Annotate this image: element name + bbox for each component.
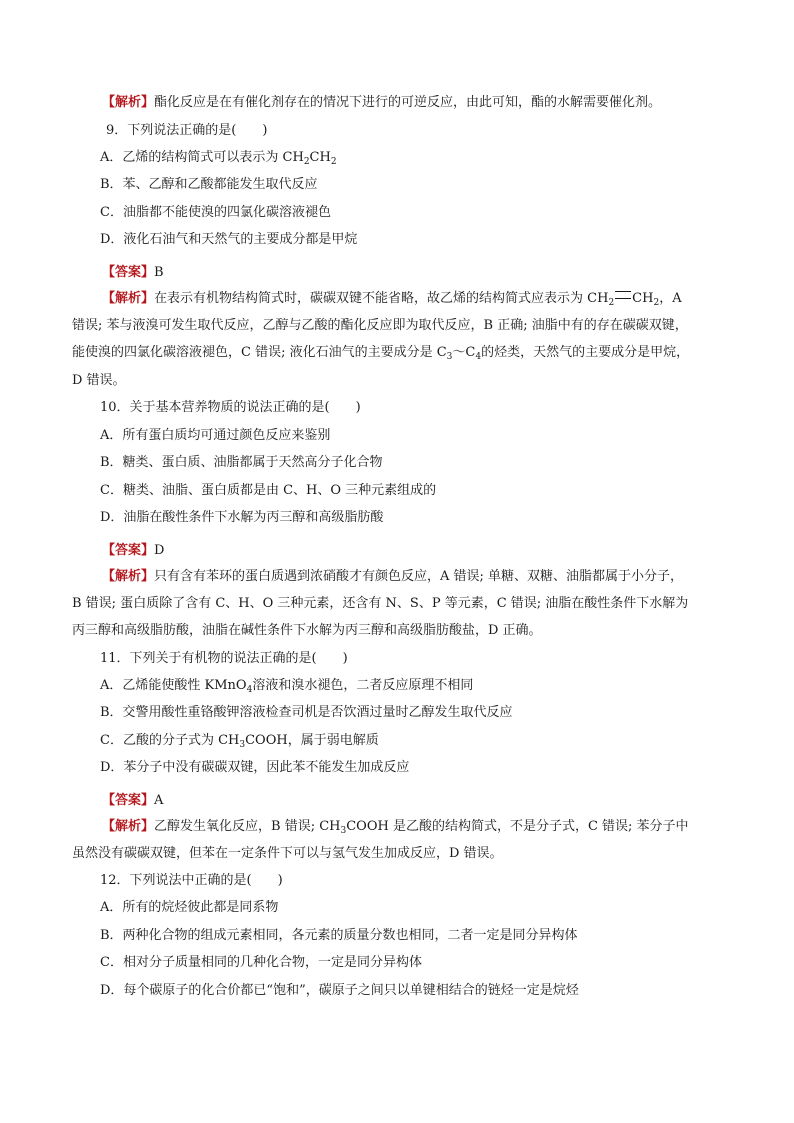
option-text: C．乙酸的分子式为 CH bbox=[100, 733, 240, 748]
q11-analysis-line-1 bbox=[102, 818, 689, 840]
q9-option-d: D．液化石油气和天然气的主要成分都是甲烷 bbox=[100, 232, 358, 247]
q11-option-b: B．交警用酸性重铬酸钾溶液检查司机是否饮酒过量时乙醇发生取代反应 bbox=[100, 705, 513, 720]
analysis-text: CH bbox=[632, 291, 654, 306]
answer-label: 【答案】 bbox=[102, 793, 155, 808]
q10-analysis-line-1 bbox=[102, 568, 683, 586]
answer-value: A bbox=[154, 793, 164, 808]
q12-option-c: C．相对分子质量相同的几种化合物，一定是同分异构体 bbox=[100, 955, 422, 970]
q9-option-a bbox=[100, 149, 337, 171]
analysis-label: 【解析】 bbox=[102, 819, 155, 834]
subscript: 3 bbox=[340, 826, 347, 836]
q11-option-d: D．苯分子中没有碳碳双键，因此苯不能发生加成反应 bbox=[100, 760, 410, 775]
answer-label: 【答案】 bbox=[102, 265, 155, 280]
analysis-label: 【解析】 bbox=[102, 95, 155, 110]
option-text: A．乙烯能使酸性 KMnO bbox=[100, 678, 247, 693]
option-text: COOH，属于弱电解质 bbox=[245, 733, 379, 748]
q9-option-b: B．苯、乙醇和乙酸都能发生取代反应 bbox=[100, 177, 318, 192]
q10-option-a: A．所有蛋白质均可通过颜色反应来鉴别 bbox=[100, 428, 331, 443]
q11-option-a bbox=[100, 677, 473, 699]
q11-analysis-line-2: 虽然没有碳碳双键，但苯在一定条件下可以与氢气发生加成反应，D 错误。 bbox=[72, 846, 503, 861]
answer-value: D bbox=[154, 543, 165, 558]
analysis-text: 的烃类，天然气的主要成分是甲烷， bbox=[481, 345, 690, 360]
q10-stem: 10．关于基本营养物质的说法正确的是( ) bbox=[100, 400, 361, 415]
subscript: 2 bbox=[330, 157, 337, 167]
q10-option-b: B．糖类、蛋白质、油脂都属于天然高分子化合物 bbox=[100, 455, 383, 470]
analysis-label: 【解析】 bbox=[102, 569, 155, 584]
analysis-label: 【解析】 bbox=[102, 291, 155, 306]
q10-option-d: D．油脂在酸性条件下水解为丙三醇和高级脂肪酸 bbox=[100, 510, 384, 525]
subscript: 2 bbox=[653, 298, 660, 308]
q9-answer bbox=[102, 264, 164, 282]
q12-option-d: D．每个碳原子的化合价都已“饱和”，碳原子之间只以单键相结合的链烃一定是烷烃 bbox=[100, 983, 579, 998]
analysis-text: 酯化反应是在有催化剂存在的情况下进行的可逆反应，由此可知，酯的水解需要催化剂。 bbox=[154, 95, 662, 110]
q11-stem: 11．下列关于有机物的说法正确的是( ) bbox=[100, 651, 348, 666]
subscript: 4 bbox=[246, 685, 253, 695]
subscript: 3 bbox=[446, 352, 453, 362]
q11-option-c bbox=[100, 732, 379, 754]
analysis-text: 只有含有苯环的蛋白质遇到浓硝酸才有颜色反应，A 错误; 单糖、双糖、油脂都属于小分子， bbox=[154, 569, 684, 584]
subscript: 4 bbox=[475, 352, 482, 362]
q9-stem: 9．下列说法正确的是( ) bbox=[106, 123, 268, 138]
analysis-text: 乙醇发生氧化反应，B 错误; CH bbox=[154, 819, 341, 834]
q9-option-c: C．油脂都不能使溴的四氯化碳溶液褪色 bbox=[100, 205, 331, 220]
analysis-text: COOH 是乙酸的结构简式，不是分子式，C 错误; 苯分子中 bbox=[346, 819, 689, 834]
q10-analysis-line-2: B 错误; 蛋白质除了含有 C、H、O 三种元素，还含有 N、S、P 等元素，C 错误; 油脂在酸性条件下水解为 bbox=[72, 596, 689, 611]
q10-answer bbox=[102, 542, 164, 560]
q12-option-b: B．两种化合物的组成元素相同，各元素的质量分数也相同，二者一定是同分异构体 bbox=[100, 928, 578, 943]
analysis-text: ，A bbox=[659, 291, 682, 306]
analysis-text: 在表示有机物结构简式时，碳碳双键不能省略，故乙烯的结构简式应表示为 CH bbox=[154, 291, 609, 306]
subscript: 3 bbox=[239, 740, 246, 750]
q10-option-c: C．糖类、油脂、蛋白质都是由 C、H、O 三种元素组成的 bbox=[100, 483, 437, 498]
q8-analysis bbox=[102, 94, 661, 112]
q10-analysis-line-3: 丙三醇和高级脂肪酸，油脂在碱性条件下水解为丙三醇和高级脂肪酸盐，D 正确。 bbox=[72, 623, 542, 638]
q9-analysis-line-4: D 错误。 bbox=[72, 373, 126, 388]
double-bond-symbol bbox=[615, 291, 631, 299]
subscript: 2 bbox=[608, 298, 615, 308]
subscript: 2 bbox=[303, 157, 310, 167]
q12-stem: 12．下列说法中正确的是( ) bbox=[100, 873, 283, 888]
analysis-text: ～C bbox=[452, 345, 476, 360]
analysis-text: 能使溴的四氯化碳溶液褪色，C 错误; 液化石油气的主要成分是 C bbox=[72, 345, 447, 360]
answer-value: B bbox=[154, 265, 164, 280]
answer-label: 【答案】 bbox=[102, 543, 155, 558]
option-text: 溶液和溴水褪色，二者反应原理不相同 bbox=[252, 678, 474, 693]
q9-analysis-line-3 bbox=[72, 344, 689, 366]
q9-analysis-line-1 bbox=[102, 290, 682, 312]
option-text: A．乙烯的结构简式可以表示为 CH bbox=[100, 150, 304, 165]
q11-answer bbox=[102, 792, 163, 810]
option-text: CH bbox=[309, 150, 331, 165]
q12-option-a: A．所有的烷烃彼此都是同系物 bbox=[100, 900, 279, 915]
q9-analysis-line-2: 错误; 苯与液溴可发生取代反应，乙醇与乙酸的酯化反应即为取代反应，B 正确; 油脂中有的存在碳碳双键， bbox=[72, 318, 688, 333]
